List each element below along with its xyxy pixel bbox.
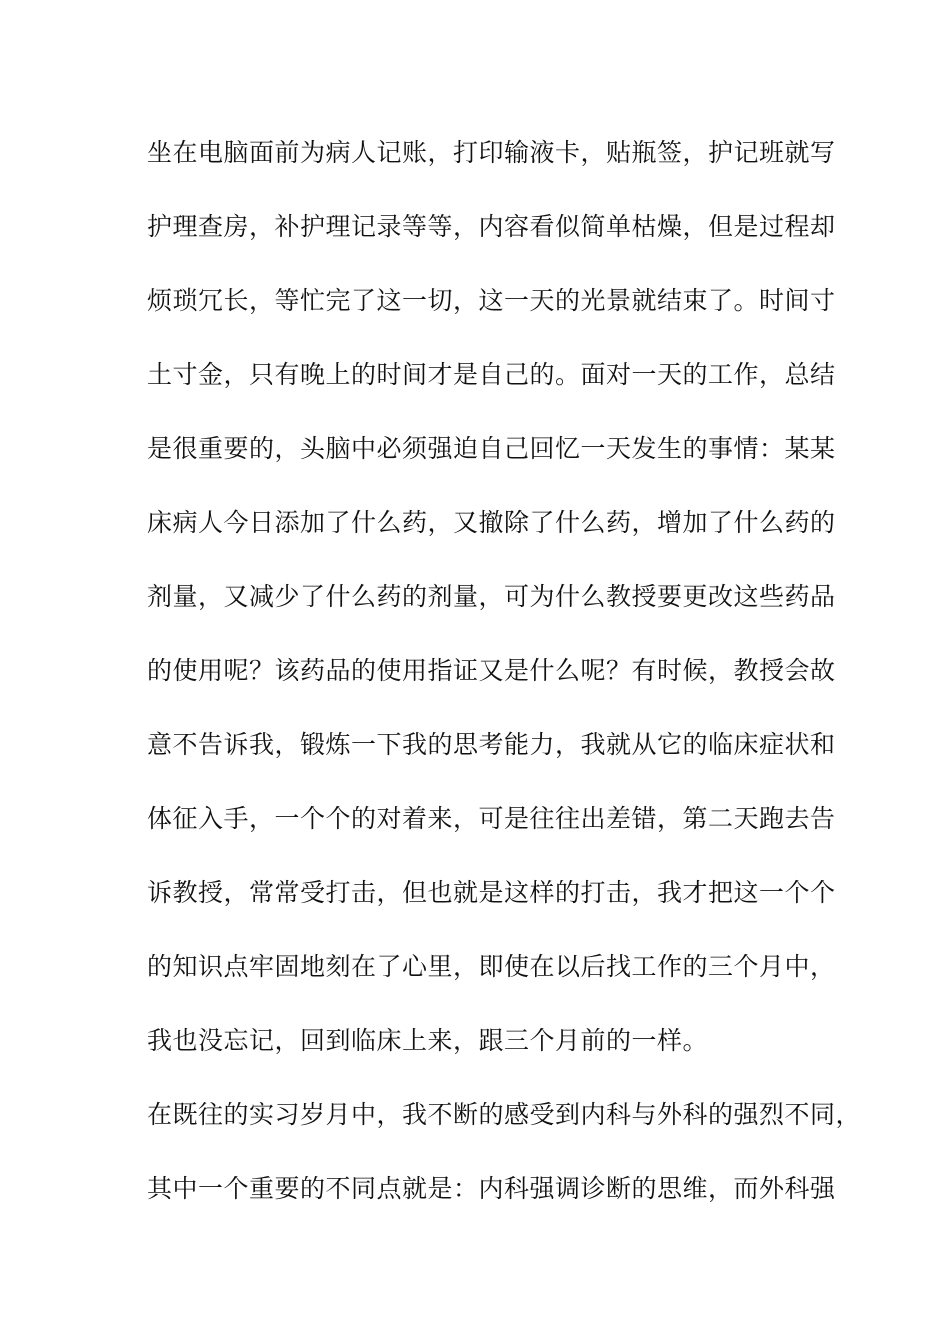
text-line: 诉教授，常常受打击，但也就是这样的打击，我才把这一个个 xyxy=(147,878,836,907)
text-line: 烦琐冗长，等忙完了这一切，这一天的光景就结束了。时间寸 xyxy=(147,286,836,315)
text-line: 护理查房，补护理记录等等，内容看似简单枯燥，但是过程却 xyxy=(147,212,836,241)
text-line: 的知识点牢固地刻在了心里，即使在以后找工作的三个月中， xyxy=(147,952,836,981)
text-line: 土寸金，只有晚上的时间才是自己的。面对一天的工作，总结 xyxy=(147,360,836,389)
text-line: 床病人今日添加了什么药，又撤除了什么药，增加了什么药的 xyxy=(147,508,836,537)
body-text xyxy=(147,128,862,1238)
text-line: 意不告诉我，锻炼一下我的思考能力，我就从它的临床症状和 xyxy=(147,730,836,759)
text-line: 其中一个重要的不同点就是：内科强调诊断的思维，而外科强 xyxy=(147,1174,836,1203)
text-line: 是很重要的，头脑中必须强迫自己回忆一天发生的事情：某某 xyxy=(147,434,836,463)
text-line: 我也没忘记，回到临床上来，跟三个月前的一样。 xyxy=(147,1026,709,1055)
text-line: 坐在电脑面前为病人记账，打印输液卡，贴瓶签，护记班就写 xyxy=(147,138,836,167)
text-line: 剂量，又减少了什么药的剂量，可为什么教授要更改这些药品 xyxy=(147,582,836,611)
text-line: 的使用呢？该药品的使用指证又是什么呢？有时候，教授会故 xyxy=(147,656,836,685)
text-line: 体征入手，一个个的对着来，可是往往出差错，第二天跑去告 xyxy=(147,804,836,833)
text-line: 在既往的实习岁月中，我不断的感受到内科与外科的强烈不同， xyxy=(147,1100,862,1129)
